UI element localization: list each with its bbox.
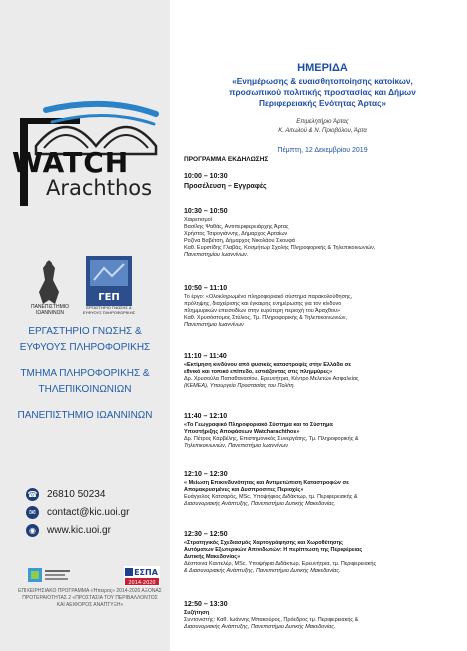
schedule-line: Χαιρετισμοί — [184, 217, 212, 223]
schedule-line: Καθ. Χρυσόστομος Στύλιος, Τμ. Πληροφορικής & Τηλεπικοινωνιών, — [184, 315, 348, 321]
schedule-line: Προσέλευση – Εγγραφές — [184, 183, 267, 190]
schedule-time: 10:30 – 10:50 — [184, 208, 228, 215]
schedule-line: Συζήτηση — [184, 610, 210, 616]
contact-email[interactable] — [26, 504, 129, 520]
schedule-line: Διασυνοριακής Ανάπτυξης, Πανεπιστήμιο Δυτικής Μακεδονίας. — [184, 624, 336, 630]
contact-phone — [26, 486, 105, 502]
schedule-line: (ΚΕΜΕΑ), Υπουργείο Προστασίας του Πολίτη. — [184, 383, 296, 389]
email-icon: ✉ — [26, 506, 39, 519]
schedule-block — [184, 600, 462, 631]
schedule-line: Βασίλης Ψαθάς, Αντιπεριφερειάρχης Άρτας — [184, 224, 289, 230]
schedule-time: 11:10 – 11:40 — [184, 353, 227, 360]
logo-word: WATCH — [12, 146, 130, 179]
schedule-block — [184, 172, 462, 192]
phone-text: 26810 50234 — [47, 488, 106, 500]
program-heading: ΠΡΟΓΡΑΜΜΑ ΕΚΔΗΛΩΣΗΣ — [184, 156, 269, 163]
schedule-time: 12:50 – 13:30 — [184, 601, 228, 608]
schedule-block — [184, 530, 462, 575]
schedule-line: Πανεπιστημίου Ιωαννίνων. — [184, 252, 249, 258]
schedule-line: Πανεπιστήμιο Ιωαννίνων — [184, 322, 244, 328]
schedule-line: Καθ. Ευριπίδης Γλαβάς, Κοσμήτωρ Σχολής Πληροφορικής & Τηλεπικοινωνιών, — [184, 245, 376, 251]
schedule-line: Δρ. Πέτρος Καρβέλης, Επιστημονικός Συνεργάτης, Τμ. Πληροφορικής & — [184, 436, 359, 442]
schedule-line: Δέσποινα Καντελέρ, MSc. Υποψήφια Διδάκτωρ, Ερευνήτρια, τμ. Περιφερειακής — [184, 561, 377, 567]
schedule-line: Αυτόματων Εξωτερικών Απινιδωτών: Η περίπτωση της Περιφέρειας — [184, 547, 363, 553]
event-subtitle-2: προσωπικού πολιτικής προστασίας και Δήμων — [229, 87, 416, 97]
schedule-line: Δυτικής Μακεδονίας» — [184, 554, 241, 560]
schedule-line: «Το Γεωγραφικό Πληροφοριακό Σύστημα και το Σύστημα — [184, 422, 333, 428]
venue-address: Κ. Αιτωλού & Ν. Πριοβόλου, Άρτα — [278, 128, 367, 134]
event-subtitle-1: «Ενημέρωσης & ευαισθητοποίησης κατοίκων, — [232, 76, 413, 86]
event-title: ΗΜΕΡΙΔΑ — [297, 62, 348, 74]
espa-logo — [124, 566, 160, 586]
schedule-line: «Εκτίμηση κινδύνου από φυσικές καταστροφές στην Ελλάδα σε — [184, 362, 351, 368]
logo-subtitle: Arachthos — [46, 176, 153, 200]
phone-icon: ☎ — [27, 489, 38, 499]
schedule-line: «Στρατηγικός Σχεδιασμός Χαρτογράφησης και Χωροθέτησης — [184, 540, 343, 546]
contact-web[interactable] — [26, 522, 111, 538]
espa-logo-text: ΕΣΠΑ — [134, 568, 158, 577]
schedule-time: 12:10 – 12:30 — [184, 471, 228, 478]
schedule-block — [184, 284, 462, 329]
venue-name: Επιμελητήριο Άρτας — [296, 119, 349, 125]
university-logo-label: ΠΑΝΕΠΙΣΤΗΜΙΟ ΙΩΑΝΝΙΝΩΝ — [30, 304, 70, 316]
schedule-line: Συντονιστής: Καθ. Ιωάννης Μπακούρος, Πρόεδρος τμ. Περιφερειακής & — [184, 617, 359, 623]
schedule-line: Ροζίνα Βαβέτση, Δήμαρχος Νικολάου Σκουφά — [184, 238, 295, 244]
epirus-program-logo — [28, 566, 72, 584]
schedule-block — [184, 412, 462, 450]
schedule-time: 11:40 – 12:10 — [184, 413, 228, 420]
schedule-line: « Μείωση Επικινδυνότητας και Αντιμετώπιση Καταστροφών σε — [184, 480, 349, 486]
schedule-line: Χρήστος Τσιρογιάννης, Δήμαρχος Αρταίων — [184, 231, 288, 237]
globe-icon: ◉ — [26, 524, 39, 537]
schedule-time: 10:00 – 10:30 — [184, 173, 228, 180]
university-eagle-logo — [28, 256, 70, 308]
lab-logo-text: ΓΕΠ — [98, 292, 120, 303]
schedule-line: πλημμυρικών επεισοδίων στην ευρύτερη περιοχή του Άραχθου» — [184, 308, 341, 314]
event-subtitle-3: Περιφερειακής Ενότητας Άρτας» — [258, 98, 387, 108]
lab-logo-label: ΕΡΓΑΣΤΗΡΙΟ ΓΝΩΣΗΣ & ΕΥΦΥΟΥΣ ΠΛΗΡΟΦΟΡΙΚΗΣ — [82, 305, 136, 315]
funding-footer-text: ΕΠΙΧΕΙΡΗΣΙΑΚΟ ΠΡΟΓΡΑΜΜΑ «Ήπειρος» 2014-2020 ΑΞΟΝΑΣ ΠΡΟΤΕΡΑΙΟΤΗΤΑΣ 2 «ΠΡΟΣΤΑΣΙΑ ΤΟΥ ΠΕΡΙΒΑΛΛΟΝΤΟΣ ΚΑΙ ΑΕΙΦΟΡΟΣ ΑΝΑΠΤΥΞΗ» — [18, 588, 162, 608]
department-line-1: ΤΜΗΜΑ ΠΛΗΡΟΦΟΡΙΚΗΣ & — [20, 368, 150, 379]
schedule-block — [184, 207, 462, 259]
lab-name-line-2: ΕΥΦΥΟΥΣ ΠΛΗΡΟΦΟΡΙΚΗΣ — [19, 342, 151, 353]
web-text[interactable]: www.kic.uoi.gr — [47, 524, 111, 536]
event-date: Πέμπτη, 12 Δεκεμβρίου 2019 — [277, 147, 368, 154]
university-name: ΠΑΝΕΠΙΣΤΗΜΙΟ ΙΩΑΝΝΙΝΩΝ — [17, 410, 153, 421]
schedule-line: Δρ. Χρυσούλα Παπαθανασίου, Ερευνήτρια, Κέντρο Μελετών Ασφαλείας — [184, 376, 359, 382]
department-line-2: ΤΗΛΕΠΙΚΟΙΝΩΝΙΩΝ — [38, 384, 132, 395]
schedule-line: Το έργο: «Ολοκληρωμένο πληροφοριακό σύστημα παρακολούθησης, — [184, 294, 353, 300]
email-text[interactable]: contact@kic.uoi.gr — [47, 506, 130, 518]
schedule-line: Απομακρυσμένες και Δυσπροσιτες Περιοχές» — [184, 487, 304, 493]
schedule-line: εθνικό και τοπικό επίπεδο, εστιάζοντας στις πλημμύρες» — [184, 369, 333, 375]
sidebar — [0, 0, 170, 651]
schedule-line: πρόληψης, διαχείρισης και έγκαιρης ενημέρωσης για τον κίνδυνο — [184, 301, 342, 307]
lab-gep-logo — [86, 256, 132, 306]
schedule-block — [184, 352, 462, 390]
schedule-line: & Διασυνοριακής Ανάπτυξης, Πανεπιστήμιο Δυτικής Μακεδονίας. — [184, 568, 341, 574]
schedule-time: 10:50 – 11:10 — [184, 285, 228, 292]
espa-logo-years: 2014-2020 — [128, 580, 156, 586]
schedule-line: Ευάγγελος Κατσαρός, MSc. Υποψήφιος Διδάκτωρ, τμ. Περιφερειακής & — [184, 494, 358, 500]
schedule-line: Υποστήριξης Αποφάσεων Watcharachthos» — [184, 429, 300, 435]
main-content — [178, 0, 467, 651]
schedule-time: 12:30 – 12:50 — [184, 531, 228, 538]
schedule-line: Τηλεπικοινωνιών, Πανεπιστήμιο Ιωαννίνων — [184, 443, 288, 449]
schedule-block — [184, 470, 462, 508]
lab-name-line-1: ΕΡΓΑΣΤΗΡΙΟ ΓΝΩΣΗΣ & — [28, 326, 142, 337]
schedule-line: Διασυνοριακής Ανάπτυξης, Πανεπιστήμιο Δυτικής Μακεδονίας. — [184, 501, 336, 507]
